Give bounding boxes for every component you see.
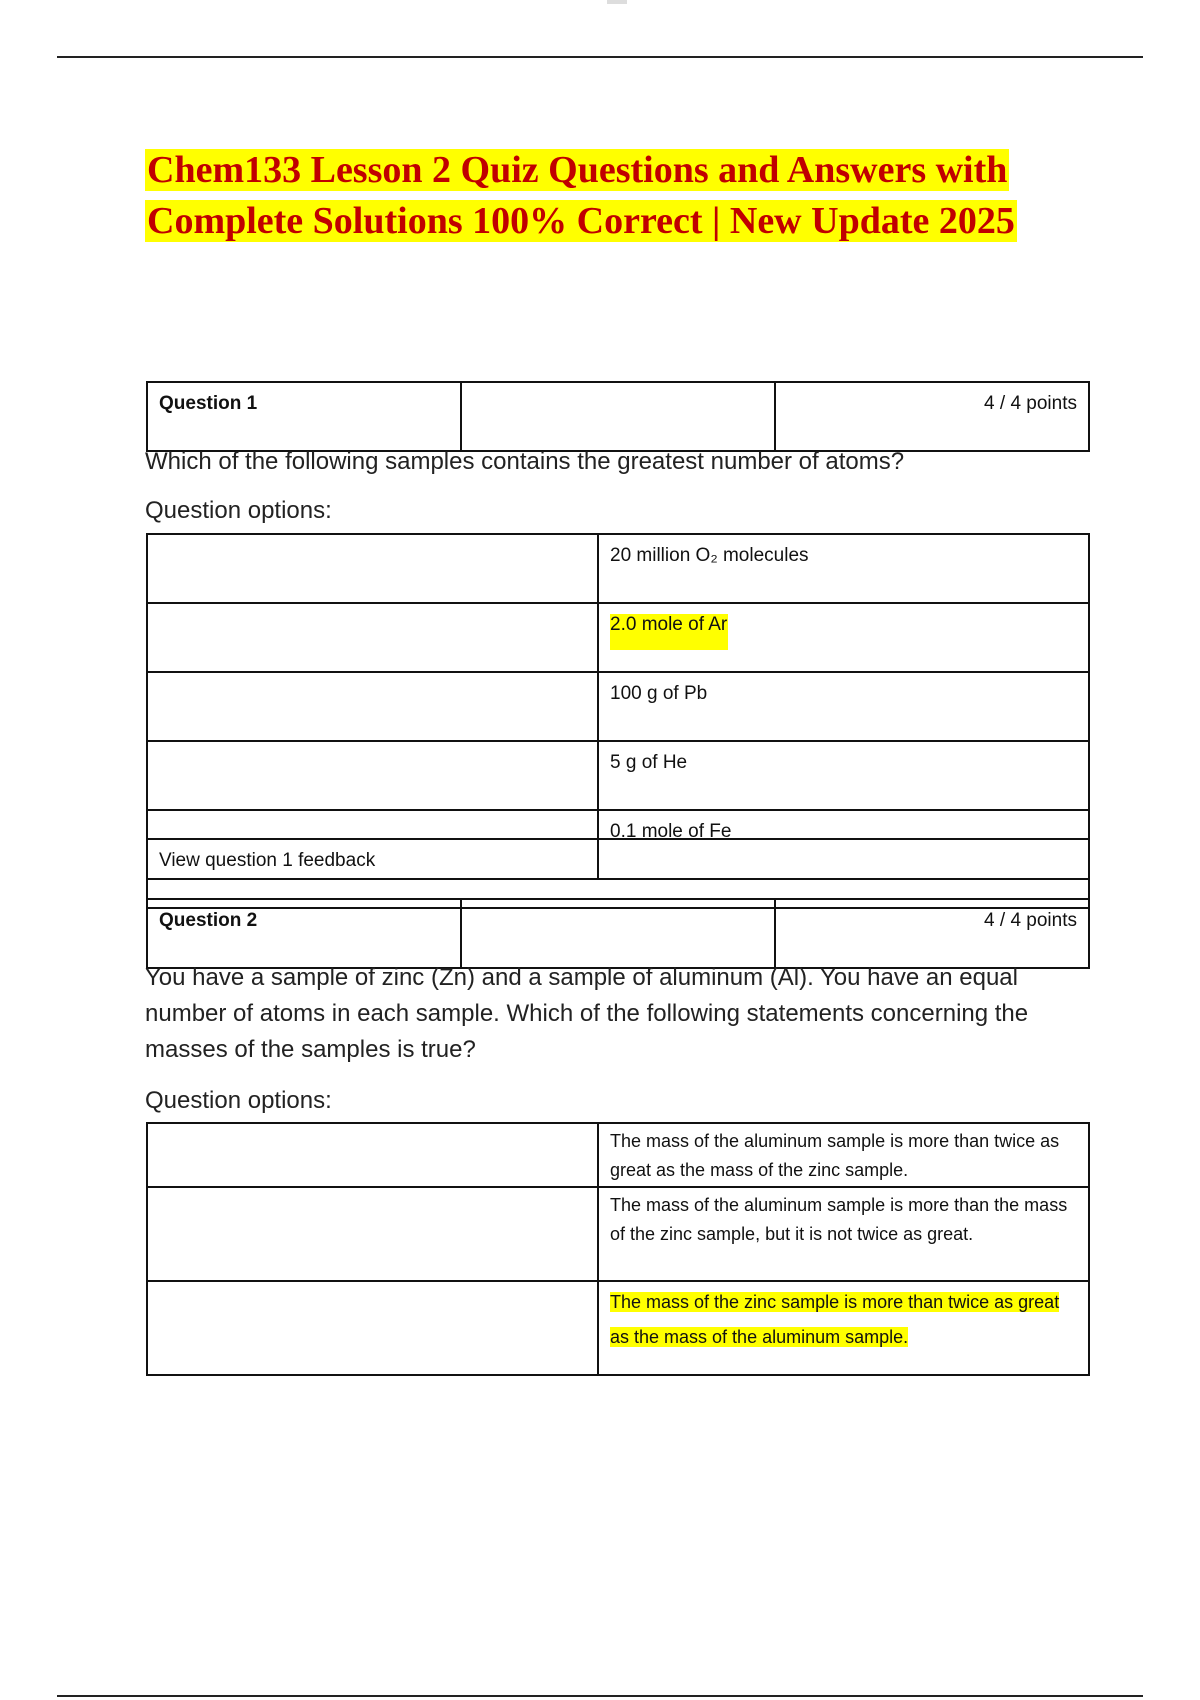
option-row[interactable] xyxy=(147,534,1089,603)
question-points: 4 / 4 points xyxy=(775,382,1089,451)
option-selector-cell[interactable] xyxy=(147,534,598,603)
question-1-options xyxy=(146,533,1090,880)
header-rule xyxy=(57,56,1143,58)
option-selector-cell[interactable] xyxy=(147,672,598,741)
view-feedback-link[interactable]: View question 1 feedback xyxy=(147,839,1089,908)
question-2-stem: You have a sample of zinc (Zn) and a sample of aluminum (Al). You have an equal number of atoms in each sample. Which of the following statements concerning the masses of the samples is true? xyxy=(145,964,1029,1063)
option-selector-cell[interactable] xyxy=(147,1187,598,1281)
question-1-header xyxy=(146,381,1090,452)
question-header-spacer xyxy=(461,382,775,451)
footer-rule xyxy=(57,1695,1143,1697)
question-2-header xyxy=(146,898,1090,969)
option-selector-cell[interactable] xyxy=(147,1281,598,1375)
option-text: 100 g of Pb xyxy=(598,672,1089,741)
option-text: 20 million O₂ molecules xyxy=(598,534,1089,603)
option-row[interactable] xyxy=(147,1123,1089,1187)
option-row[interactable] xyxy=(147,741,1089,810)
option-row[interactable] xyxy=(147,1187,1089,1281)
question-points: 4 / 4 points xyxy=(775,899,1089,968)
option-selector-cell[interactable] xyxy=(147,603,598,672)
option-selector-cell[interactable] xyxy=(147,741,598,810)
option-text: The mass of the aluminum sample is more than the mass of the zinc sample, but it is not twice as great. xyxy=(598,1187,1089,1281)
question-2-options xyxy=(146,1122,1090,1376)
question-label: Question 1 xyxy=(147,382,461,451)
option-text: 0.1 mole of Fe xyxy=(598,810,1089,879)
document-title: Chem133 Lesson 2 Quiz Questions and Answers with Complete Solutions 100% Correct | New Update 2025 xyxy=(147,149,1015,242)
option-text: The mass of the aluminum sample is more than twice as great as the mass of the zinc sample. xyxy=(598,1123,1089,1187)
question-2-options-label: Question options: xyxy=(145,1087,332,1114)
page-top-mark xyxy=(607,0,627,4)
option-row[interactable] xyxy=(147,603,1089,672)
option-text-correct: 2.0 mole of Ar xyxy=(598,603,1089,672)
option-selector-cell[interactable] xyxy=(147,1123,598,1187)
option-row[interactable] xyxy=(147,1281,1089,1375)
option-row[interactable] xyxy=(147,672,1089,741)
question-1-options-label: Question options: xyxy=(145,497,332,524)
question-1-stem: Which of the following samples contains the greatest number of atoms? xyxy=(145,448,905,475)
option-text: 5 g of He xyxy=(598,741,1089,810)
option-text-correct: The mass of the zinc sample is more than twice as great as the mass of the aluminum sample. xyxy=(598,1281,1089,1375)
question-header-spacer xyxy=(461,899,775,968)
question-label: Question 2 xyxy=(147,899,461,968)
